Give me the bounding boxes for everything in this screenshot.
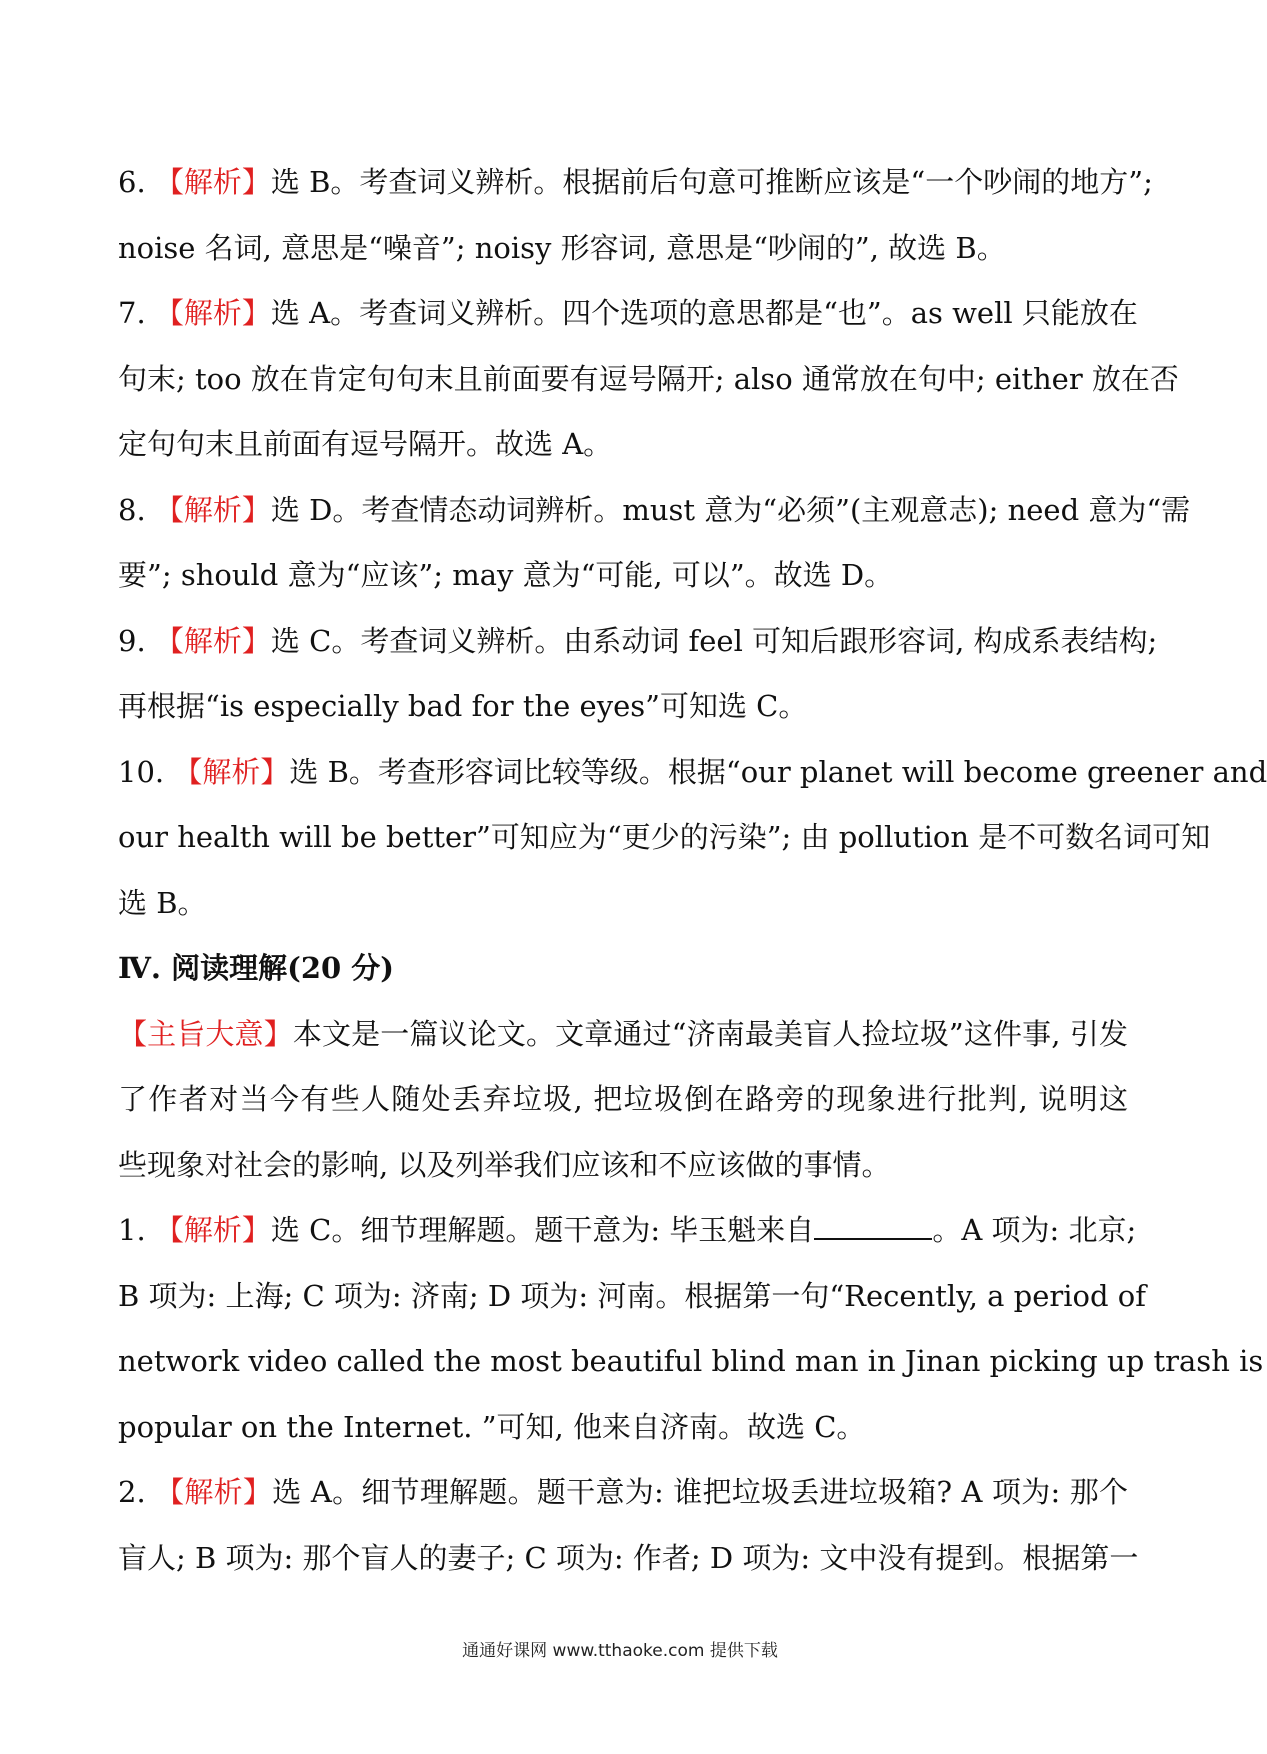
q10-text-1: 选 B。考查形容词比较等级。根据“our planet will become greener and bbox=[289, 754, 1267, 789]
r2-text-1: 选 A。细节理解题。题干意为: 谁把垃圾丢进垃圾箱? A 项为: 那个 bbox=[272, 1475, 1128, 1509]
q6-analysis-tag: 【解析】 bbox=[154, 165, 271, 199]
r1-text-1b: 。A 项为: 北京; bbox=[932, 1213, 1137, 1247]
r1-line-3 bbox=[118, 1329, 1264, 1395]
q10-text-3: 选 B。 bbox=[118, 885, 207, 920]
q6-number: 6. bbox=[118, 165, 155, 199]
main-idea-text-3: 些现象对社会的影响, 以及列举我们应该和不应该做的事情。 bbox=[118, 1147, 891, 1182]
q10-line-2 bbox=[118, 805, 1211, 871]
q7-text-2: 句末; too 放在肯定句句末且前面要有逗号隔开; also 通常放在句中; either 放在否 bbox=[118, 361, 1179, 396]
q9-text-1: 选 C。考查词义辨析。由系动词 feel 可知后跟形容词, 构成系表结构; bbox=[270, 623, 1158, 658]
q6-text-1: 选 B。考查词义辨析。根据前后句意可推断应该是“一个吵闹的地方”; bbox=[270, 165, 1153, 199]
section-title: Ⅳ. 阅读理解(20 分) bbox=[118, 951, 394, 985]
main-idea-line-2 bbox=[118, 1067, 1128, 1133]
q8-line-2 bbox=[118, 543, 1128, 609]
q7-number: 7. bbox=[118, 296, 155, 330]
q10-text-2: our health will be better”可知应为“更少的污染”; 由 pollution 是不可数名词可知 bbox=[118, 820, 1211, 854]
main-idea-line-3 bbox=[118, 1133, 1128, 1199]
q10-line-3 bbox=[118, 871, 1128, 937]
main-idea-text-2: 了作者对当今有些人随处丢弃垃圾, 把垃圾倒在路旁的现象进行批判, 说明这 bbox=[118, 1082, 1128, 1116]
q9-line-2 bbox=[118, 674, 1128, 740]
r1-line-1 bbox=[118, 1198, 1137, 1264]
q7-line-2 bbox=[118, 347, 1179, 413]
main-idea-line-1 bbox=[118, 1002, 1128, 1068]
q8-text-1: 选 D。考查情态动词辨析。must 意为“必须”(主观意志); need 意为“需 bbox=[270, 492, 1191, 527]
r1-text-1a: 选 C。细节理解题。题干意为: 毕玉魁来自 bbox=[270, 1213, 815, 1247]
q8-analysis-tag: 【解析】 bbox=[154, 492, 271, 527]
document-body bbox=[118, 150, 1267, 1591]
r1-text-2: B 项为: 上海; C 项为: 济南; D 项为: 河南。根据第一句“Recently, a period of bbox=[118, 1278, 1146, 1313]
q7-analysis-tag: 【解析】 bbox=[154, 296, 271, 330]
r2-analysis-tag: 【解析】 bbox=[155, 1475, 273, 1509]
footer-text: 通通好课网 www.tthaoke.com 提供下载 bbox=[462, 1641, 778, 1661]
r2-number: 2. bbox=[118, 1475, 156, 1509]
q10-line-1 bbox=[118, 740, 1267, 806]
r2-line-1 bbox=[118, 1460, 1128, 1526]
q6-text-2: noise 名词, 意思是“噪音”; noisy 形容词, 意思是“吵闹的”, 故选 B。 bbox=[118, 230, 1006, 265]
answer-blank bbox=[814, 1216, 932, 1240]
q10-number: 10. bbox=[118, 754, 174, 789]
r1-line-4 bbox=[118, 1395, 1128, 1461]
r1-text-4: popular on the Internet. ”可知, 他来自济南。故选 C。 bbox=[118, 1409, 866, 1444]
page-footer bbox=[0, 1636, 1240, 1661]
r1-line-2 bbox=[118, 1264, 1146, 1330]
q8-line-1 bbox=[118, 478, 1191, 544]
r1-text-3: network video called the most beautiful blind man in Jinan picking up trash is bbox=[118, 1344, 1264, 1378]
q7-line-3 bbox=[118, 412, 1128, 478]
q6-line-1 bbox=[118, 150, 1153, 216]
main-idea-text-1: 本文是一篇议论文。文章通过“济南最美盲人捡垃圾”这件事, 引发 bbox=[292, 1016, 1128, 1051]
q9-analysis-tag: 【解析】 bbox=[154, 623, 271, 658]
q8-text-2: 要”; should 意为“应该”; may 意为“可能, 可以”。故选 D。 bbox=[118, 558, 894, 592]
q10-analysis-tag: 【解析】 bbox=[173, 754, 290, 789]
q7-line-1 bbox=[118, 281, 1138, 347]
section-heading bbox=[118, 936, 1128, 1002]
q9-text-2: 再根据“is especially bad for the eyes”可知选 C。 bbox=[118, 689, 808, 723]
r1-analysis-tag: 【解析】 bbox=[154, 1213, 271, 1247]
main-idea-tag: 【主旨大意】 bbox=[118, 1016, 293, 1051]
r2-line-2 bbox=[118, 1526, 1139, 1592]
q7-text-1: 选 A。考查词义辨析。四个选项的意思都是“也”。as well 只能放在 bbox=[270, 296, 1138, 330]
q7-text-3: 定句句末且前面有逗号隔开。故选 A。 bbox=[118, 427, 613, 461]
q9-line-1 bbox=[118, 609, 1158, 675]
q6-line-2 bbox=[118, 216, 1128, 282]
q8-number: 8. bbox=[118, 492, 155, 527]
r2-text-2: 盲人; B 项为: 那个盲人的妻子; C 项为: 作者; D 项为: 文中没有提到。根据第一 bbox=[118, 1540, 1139, 1575]
q9-number: 9. bbox=[118, 623, 155, 658]
r1-number: 1. bbox=[118, 1213, 155, 1247]
